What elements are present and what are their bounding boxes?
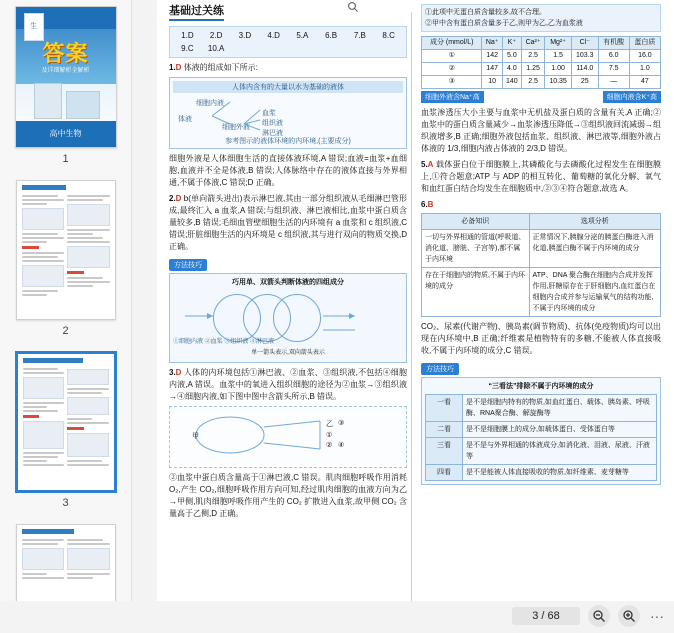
table-cell: 25	[571, 76, 598, 89]
answer-cell: 8.C	[382, 31, 395, 40]
venn-diagram	[173, 290, 403, 348]
answer-row-2	[173, 42, 403, 55]
table-cell: 103.3	[571, 50, 598, 63]
table-cell: 142	[482, 50, 502, 63]
answer-cell: 4.D	[267, 31, 280, 40]
question-1	[169, 62, 407, 74]
figure-exchange-diagram	[169, 406, 407, 468]
table-row	[422, 50, 661, 63]
table-row	[422, 76, 661, 89]
question-number: 1.	[169, 63, 176, 72]
figure-body-fluid	[169, 77, 407, 149]
figure-caption: 人体内含有的大量以水为基础的液体	[173, 81, 403, 93]
table-cell: 4.0	[502, 63, 521, 76]
table-header-row	[422, 37, 661, 50]
question-answer: D	[175, 368, 182, 377]
table-row	[426, 465, 657, 481]
thumbnail-item[interactable]	[0, 352, 131, 518]
table-foot-left: 细胞外液含Na⁺高	[421, 91, 484, 103]
table-cell: ②	[422, 63, 482, 76]
venn-footnote: 单一箭头表示,双向箭头表示	[251, 350, 325, 356]
table-cell-value: 是不是细胞内特有的物质,如血红蛋白、载体、胰岛素、呼吸酶、RNA聚合酶、解旋酶等	[462, 395, 656, 422]
table-cell: 1.25	[521, 63, 544, 76]
figure-label: 血浆	[262, 110, 276, 117]
table-cell: 2.5	[521, 50, 544, 63]
question-1-explanation: 细胞外液是人体细胞生活的直接体液环境,A 错误;血液=血浆+血细胞,血液并不全是体液,B 错误;人体脉络中存在的液体直接与外界相通,不属于体液,C 错误;D 正确。	[169, 154, 407, 187]
table-row	[422, 230, 661, 268]
table-header-cell: Mg²⁺	[545, 37, 572, 50]
diagram-label: ③	[338, 420, 345, 427]
question-6	[421, 199, 661, 211]
question-number: 5.	[421, 160, 428, 169]
answer-cell: 6.B	[325, 31, 338, 40]
question-text: 体液的组成如下所示:	[183, 63, 258, 72]
zoom-out-button[interactable]	[588, 605, 610, 627]
thumbnail-number: 1	[62, 153, 69, 165]
question-answer: B	[427, 200, 434, 209]
thumbnail-item[interactable]	[0, 6, 131, 174]
table-cell: 140	[502, 76, 521, 89]
table-cell: ①	[422, 50, 482, 63]
answer-cell: 1.D	[181, 31, 194, 40]
question-text: b(单向箭头进出)表示淋巴液,其由一部分组织液从毛细淋巴管形成,最终汇入 a 血浆,A 错误;与组织液、淋巴液相比,血浆中蛋白质含量较多,B 错误;毛细血管壁细胞生活的内环境有 a 血浆和 c 组织液,C 错误;肝脏细胞生活的内环境是 c 组织液,其与进行双向的物质交换,D 正确。	[169, 194, 407, 251]
table-cell: 114.0	[571, 63, 598, 76]
table-cell: 47	[629, 76, 660, 89]
table-cell: 7.5	[598, 63, 629, 76]
method-tip-box	[421, 377, 661, 485]
zoom-in-button[interactable]	[618, 605, 640, 627]
figure-label: 细胞外液	[222, 124, 250, 131]
composition-table	[421, 36, 661, 89]
table-cell: 6.0	[598, 50, 629, 63]
answer-cell: 9.C	[181, 44, 194, 53]
thumb-col-left	[22, 193, 65, 298]
table-header-row	[422, 214, 661, 230]
table-cell: 正常情况下,胰腺分泌的胰蛋白酶进入消化道,胰蛋白酶不属于内环境的成分	[529, 230, 660, 268]
question-number: 2.	[169, 194, 176, 203]
method-tip-badge: 方法技巧	[421, 363, 459, 375]
table-cell: 10.35	[545, 76, 572, 89]
sidebar-scrollbar-track[interactable]	[141, 0, 147, 580]
knowledge-analysis-table	[421, 213, 661, 317]
section-title: 基础过关练	[169, 2, 224, 21]
table-cell-key: 三看	[426, 438, 463, 465]
cover-illustration-b	[66, 91, 100, 119]
table-cell: 10	[482, 76, 502, 89]
table-cell: 2.5	[521, 76, 544, 89]
table-cell: ATP、DNA 聚合酶在细胞内合成并发挥作用,肝糖原存在于肝细胞内,血红蛋白在细胞内合成并参与运输氧气的结构功能,不属于内环境的成分	[529, 268, 660, 317]
figure-label: 组织液	[262, 120, 283, 127]
answer-cell: 3.D	[238, 31, 252, 40]
left-column	[165, 0, 413, 522]
diagram-label: 甲	[192, 433, 199, 440]
thumb-col-right	[67, 366, 109, 468]
table-cell: 1.5	[545, 50, 572, 63]
table-row	[426, 395, 657, 422]
thumbnail-page-1[interactable]	[15, 6, 117, 148]
table-header-cell: 成分 (mmol/L)	[422, 37, 482, 50]
table-header-cell: 选项分析	[529, 214, 660, 230]
table-row	[426, 422, 657, 438]
table-cell-key: 四看	[426, 465, 463, 481]
top-note-line: ①此项中无蛋白质含量较多,故不合理。	[425, 9, 546, 16]
top-note-block	[421, 4, 661, 32]
cover-illustration-a	[34, 83, 62, 119]
thumb-header-band	[22, 185, 66, 190]
viewer-toolbar[interactable]	[0, 601, 674, 633]
more-options-icon[interactable]: ···	[650, 608, 664, 624]
thumb-col-right	[67, 537, 110, 581]
table-header-cell: Ca²⁺	[521, 37, 544, 50]
thumb-header-band	[23, 358, 83, 363]
question-4-explanation: 血浆渗透压大小主要与血浆中无机盐及蛋白质的含量有关,A 正确;②血浆中的蛋白质含量减少→血浆渗透压降低→③组织液回流减弱→组织液增多,B 正确;细胞外液包括血浆、组织液、淋巴液等,细胞外液占体液的 1/3,细胞内液占体液的 2/3,D 错误。	[421, 108, 661, 153]
table-row	[422, 268, 661, 317]
answer-cell: 5.A	[296, 31, 309, 40]
table-foot-right: 细胞内液含K⁺高	[603, 91, 661, 103]
question-answer: D	[175, 63, 182, 72]
cover-bottom-label: 高中生物	[16, 121, 116, 147]
table-cell: 一切与外界相通的管道(呼吸道、消化道、膀胱、子宫等),都不属于内环境	[422, 230, 530, 268]
right-column	[415, 0, 665, 485]
question-answer: A	[427, 160, 434, 169]
thumb-header-band	[22, 529, 75, 534]
question-text: 载体蛋白位于细胞膜上,其磷酸化与去磷酸化过程发生在细胞膜上,①符合题意;ATP 与 ADP 的相互转化、葡萄糖的氧化分解、氧气和血红蛋白结合均发生在细胞质中,②③④符合题意,故选 A。	[421, 160, 661, 193]
table-header-cell: 蛋白质	[629, 37, 660, 50]
answer-cell: 7.B	[353, 31, 366, 40]
answer-row-1	[173, 29, 403, 42]
method-tip-box	[169, 273, 407, 363]
table-header-cell: Na⁺	[482, 37, 502, 50]
cover-badge: 生	[24, 13, 44, 41]
table-cell: ③	[422, 76, 482, 89]
table-cell: 1.0	[629, 63, 660, 76]
table-header-cell: 有机酸	[598, 37, 629, 50]
question-3-tail: ②血浆中蛋白质含量高于①淋巴液,C 错误。肌肉细胞呼吸作用消耗 O₂,产生 CO₂,细胞呼吸作用方向可知,经过肌肉细胞的血液方向为乙→甲侧,肌肉细胞呼吸作用产生的 CO₂ 扩散进入血浆,故甲侧 CO₂ 含量高于乙侧,D 正确。	[169, 473, 407, 518]
table-row	[426, 438, 657, 465]
figure-footnote: 参考图示的液体环境的内环境,(主要成分)	[225, 138, 351, 145]
question-number: 6.	[421, 200, 428, 209]
figure-label: 淋巴液	[262, 130, 283, 137]
question-answer: D	[175, 194, 182, 203]
diagram-label: ②	[326, 442, 333, 449]
thumb-col-right	[67, 193, 110, 298]
figure-label: 细胞内液	[196, 100, 224, 107]
figure-label: 体液	[178, 116, 192, 123]
question-6-tail: CO₂、尿素(代谢产物)、胰岛素(调节物质)、抗体(免疫物质)均可以出现在内环境中,B 正确;纤维素是植物特有的多糖,不能被人体直接吸收,不属于内环境的成分,C 错误。	[421, 322, 661, 355]
question-text: 人体的内环境包括①淋巴液、②血浆、③组织液,不包括④细胞内液,A 错误。血浆中的氧进入组织细胞的途径为②血浆→③组织液→④细胞内液,如下图中图中含箭头所示,B 错误。	[169, 368, 407, 401]
table-cell: 147	[482, 63, 502, 76]
method-tip-title: 巧用单、双箭头判断体液的四组成分	[232, 279, 344, 286]
answer-cell: 10.A	[207, 44, 225, 53]
cover-title: 答案	[42, 41, 89, 66]
answer-key-block	[169, 26, 407, 58]
venn-note: ①细胞内液 ②血浆 ③组织液 ④淋巴液	[173, 339, 275, 345]
table-header-cell: 必备知识	[422, 214, 530, 230]
method-tip-title: “三看法”排除不属于内环境的成分	[488, 383, 594, 390]
table-cell-value: 是不是能被人体直接吸收的物质,如纤维素、麦芽糖等	[462, 465, 656, 481]
thumbnail-number: 3	[62, 497, 69, 509]
diagram-label: ④	[338, 442, 345, 449]
thumbnail-number: 2	[62, 325, 69, 337]
top-note-line: ②甲中含有蛋白质含量多于乙,则甲为乙,乙为血浆液	[425, 20, 583, 27]
diagram-label: ①	[326, 432, 333, 439]
table-cell-value: 是不是细胞膜上的成分,如载体蛋白、受体蛋白等	[462, 422, 656, 438]
thumbnail-page-2[interactable]	[16, 180, 116, 320]
thumbnail-page-3[interactable]	[16, 352, 116, 492]
method-tip-badge: 方法技巧	[169, 259, 207, 271]
table-cell: 5.0	[502, 50, 521, 63]
thumb-col-left	[22, 537, 65, 581]
table-cell: 1.00	[545, 63, 572, 76]
question-number: 3.	[169, 368, 176, 377]
table-row	[422, 63, 661, 76]
question-2	[169, 193, 407, 253]
thumb-col-left	[23, 366, 65, 468]
cover-subtitle: 及详细解析全解析	[41, 68, 90, 74]
thumbnail-item[interactable]	[0, 180, 131, 346]
diagram-label: 乙	[326, 421, 333, 428]
table-cell: —	[598, 76, 629, 89]
question-3	[169, 367, 407, 403]
table-cell-key: 一看	[426, 395, 463, 422]
table-cell-value: 是不是与外界相通的体液成分,如消化液、泪液、尿液、汗液等	[462, 438, 656, 465]
table-cell: 16.0	[629, 50, 660, 63]
question-5	[421, 159, 661, 195]
thumbnail-sidebar[interactable]	[0, 0, 132, 633]
page-indicator[interactable]: 3 / 68	[512, 607, 580, 625]
table-header-cell: K⁺	[502, 37, 521, 50]
document-page[interactable]	[157, 0, 674, 633]
table-cell: 存在于细胞内的物质,不属于内环境的成分	[422, 268, 530, 317]
table-cell-key: 二看	[426, 422, 463, 438]
table-header-cell: Cl⁻	[571, 37, 598, 50]
answer-cell: 2.D	[209, 31, 223, 40]
method-tip-table	[425, 394, 657, 481]
